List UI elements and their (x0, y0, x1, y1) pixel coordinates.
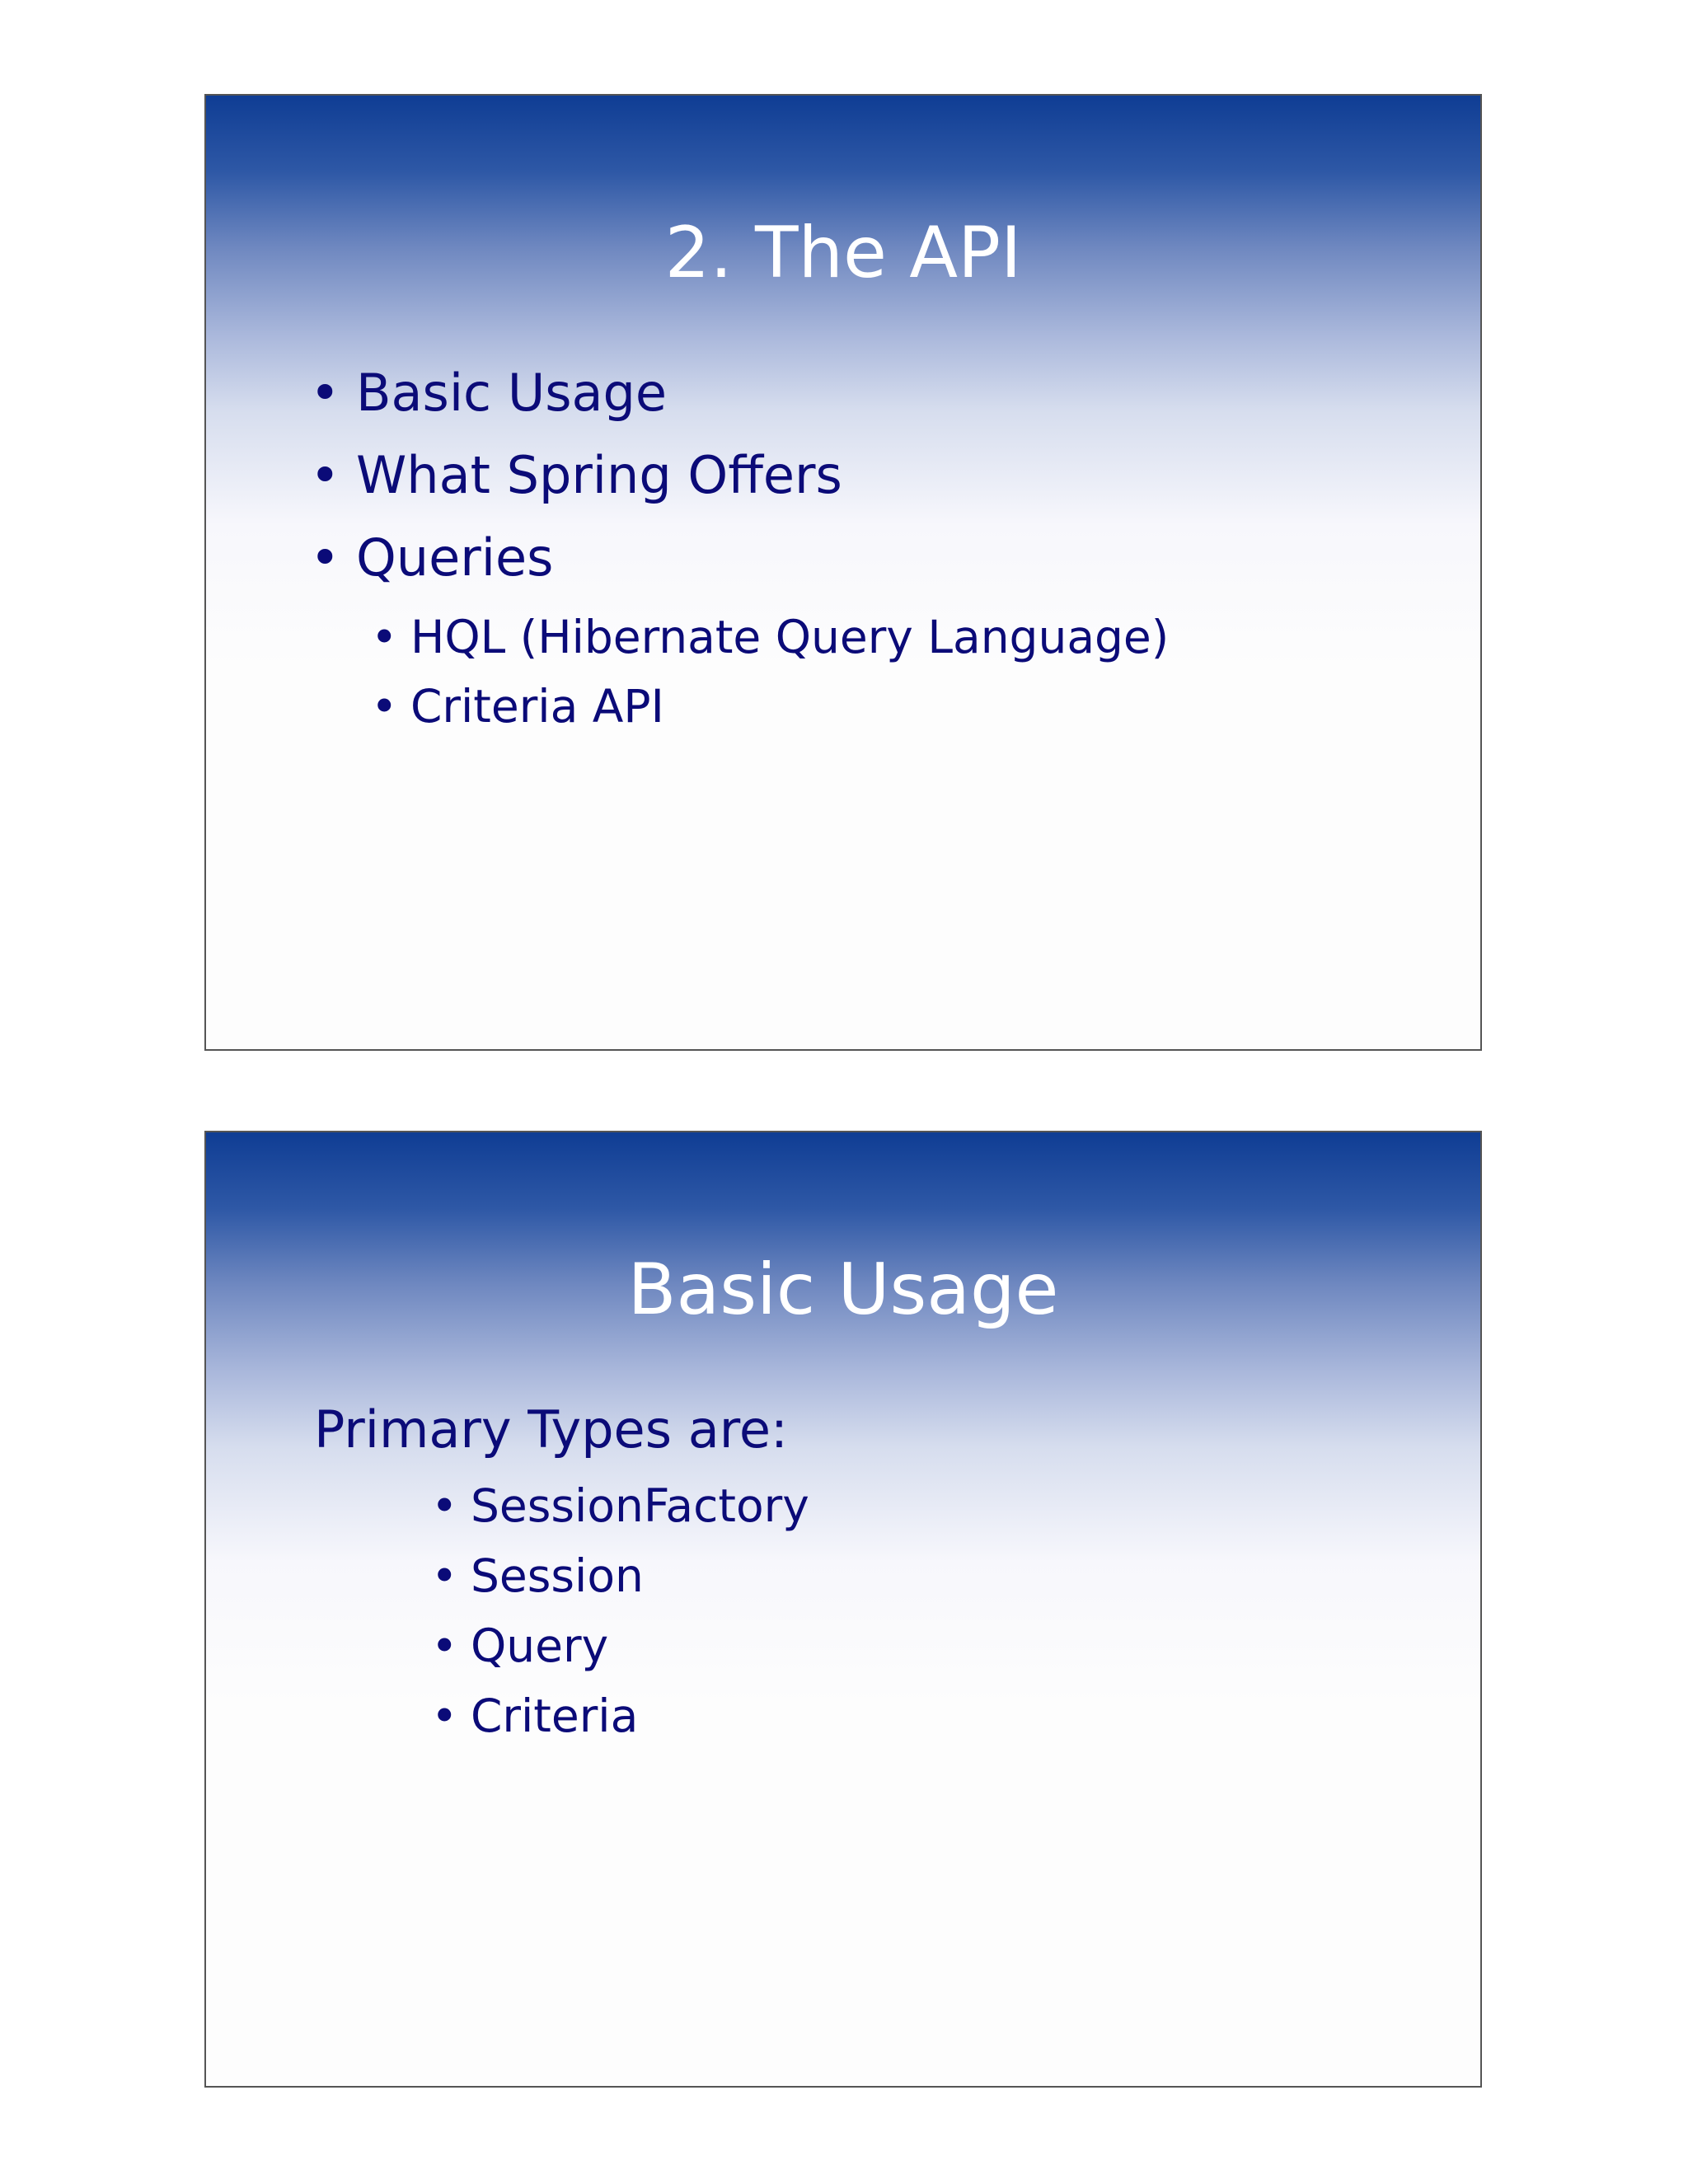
slide-title: Basic Usage (627, 1249, 1059, 1331)
bullet-text: HQL (Hibernate Query Language) (410, 611, 1170, 663)
list-item (310, 445, 842, 505)
list-item (431, 1690, 639, 1742)
bullet-text: Criteria (471, 1690, 639, 1742)
bullet-icon: • (310, 363, 340, 423)
bullet-text: Query (471, 1619, 609, 1672)
bullet-text: Basic Usage (356, 363, 668, 423)
bullet-text: Session (471, 1549, 644, 1602)
bullet-text: SessionFactory (471, 1479, 809, 1532)
intro-text: Primary Types are: (314, 1399, 788, 1460)
list-item (431, 1549, 644, 1602)
bullet-icon: • (371, 680, 398, 733)
slide-title: 2. The API (664, 212, 1022, 294)
bullet-text: What Spring Offers (356, 445, 842, 505)
list-item (371, 680, 664, 733)
list-item (371, 611, 1170, 663)
list-item (431, 1619, 609, 1672)
bullet-icon: • (310, 445, 340, 505)
bullet-text: Criteria API (410, 680, 664, 733)
bullet-icon: • (431, 1549, 458, 1602)
slide-basic-usage (204, 1131, 1482, 2088)
bullet-icon: • (310, 527, 340, 588)
bullet-icon: • (431, 1619, 458, 1672)
bullet-text: Queries (356, 527, 554, 588)
bullet-icon: • (431, 1690, 458, 1742)
bullet-icon: • (371, 611, 398, 663)
list-item (310, 363, 668, 423)
bullet-icon: • (431, 1479, 458, 1532)
slide-the-api (204, 94, 1482, 1051)
list-item (310, 527, 554, 588)
list-item (431, 1479, 809, 1532)
